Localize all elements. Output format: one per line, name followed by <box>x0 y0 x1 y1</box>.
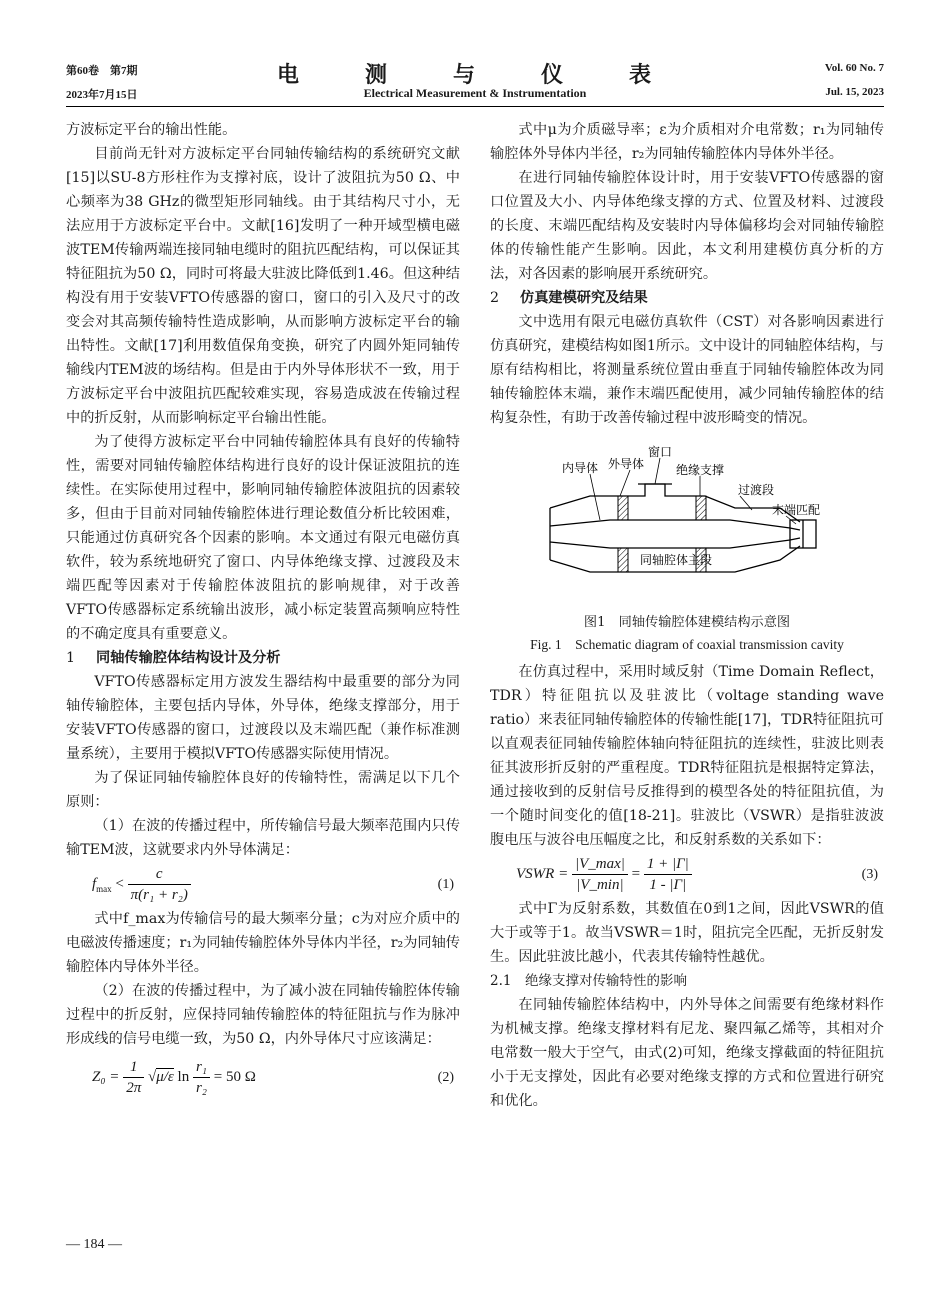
eq3-fraction-2 <box>644 854 692 895</box>
eq3-number: (3) <box>861 866 878 882</box>
right-column <box>490 118 884 1113</box>
label-inner-conductor: 内导体 <box>562 461 599 475</box>
coaxial-cavity-diagram <box>490 436 884 612</box>
eq3-f1-denominator: |V_min| <box>576 877 624 893</box>
eq2-fraction-2 <box>193 1057 210 1098</box>
paragraph: 式中Γ为反射系数，其数值在0到1之间，因此VSWR的值大于或等于1。故当VSWR＝1时，阻抗完全匹配，无折反射发生。因此驻波比越小，代表其传输特性越优。 <box>490 901 884 965</box>
paragraph: 为了使得方波标定平台中同轴传输腔体具有良好的传输特性，需要对同轴传输腔体结构进行良好的设计保证波阻抗的连续性。在实际使用过程中，影响同轴传输腔体波阻抗的因素较多，但由于目前对同轴传输腔体进行理论数值分析比较困难，只能通过仿真研究各个因素的影响。本文通过有限元电磁仿真软件，较为系统地研究了窗口、内导体绝缘支撑、过渡段及末端匹配等因素对于传输腔体波阻抗的影响规律，对于改善VFTO传感器标定系统输出波形，减小标定装置高频响应特性的不确定度具有重要意义。 <box>66 434 460 642</box>
eq1-fraction <box>128 864 191 905</box>
header-rule <box>66 106 884 107</box>
section-title: 同轴传输腔体结构设计及分析 <box>96 650 281 666</box>
figure-caption-en: Fig. 1 Schematic diagram of coaxial transmission cavity <box>530 637 844 652</box>
equation-3 <box>490 854 884 895</box>
eq3-lhs: VSWR = <box>516 865 569 882</box>
support-hatch <box>618 548 628 572</box>
leader-window <box>655 458 660 484</box>
paragraph: VFTO传感器标定用方波发生器结构中最重要的部分为同轴传输腔体，主要包括内导体，外导体，绝缘支撑部分，用于安装VFTO传感器的窗口，过渡段以及末端匹配（兼作标准测量系统），主要用于模拟VFTO传感器实际使用情况。 <box>66 674 460 762</box>
paragraph: 式中μ为介质磁导率；ε为介质相对介电常数；r₁为同轴传输腔体外导体内半径，r₂为同轴传输腔体内导体外半径。 <box>490 122 884 162</box>
inner-conductor-bottom <box>550 538 800 548</box>
equation-2 <box>66 1057 460 1098</box>
section-number: 2 <box>490 290 500 306</box>
eq2-number: (2) <box>437 1069 454 1085</box>
paragraph: （1）在波的传播过程中，所传输信号最大频率范围内只传输TEM波，这就要求内外导体满足： <box>66 818 460 858</box>
volume-issue-cn: 第60卷 第7期 <box>66 65 138 77</box>
label-main-section: 同轴腔体主段 <box>640 553 713 567</box>
label-termination: 末端匹配 <box>772 503 821 517</box>
journal-title-en: Electrical Measurement & Instrumentation <box>363 86 587 100</box>
paragraph: 在同轴传输腔体结构中，内外导体之间需要有绝缘材料作为机械支撑。绝缘支撑材料有尼龙、聚四氟乙烯等，其相对介电常数一般大于空气，由式(2)可知，绝缘支撑截面的特征阻抗小于无支撑处，因此有必要对绝缘支撑的方式和位置进行研究和优化。 <box>490 997 884 1109</box>
paragraph: 目前尚无针对方波标定平台同轴传输结构的系统研究文献[15]以SU-8方形柱作为支撑衬底，设计了波阻抗为50 Ω、中心频率为38 GHz的微型矩形同轴线。由于其结构尺寸小，无法应用于方波标定平台中。文献[16]发明了一种开域型横电磁波TEM传输两端连接同轴电缆时的阻抗匹配结构，可以保证其特征阻抗为50 Ω，同时可将最大驻波比降低到1.46。但这种结构没有用于安装VFTO传感器的窗口，窗口的引入及尺寸的改变会对其高频传输特性造成影响，从而影响方波标定平台的输出特性。文献[17]利用数值保角变换，研究了内圆外矩同轴传输线内TEM波的场结构。但是由于内外导体形状不一致，用于方波标定平台中波阻抗匹配较难实现，容易造成波在传输过程中的折反射，从而影响标定平台输出性能。 <box>66 146 460 426</box>
eq2-f2-numerator: r₁ <box>193 1057 210 1078</box>
journal-title-cn: 电 测 与 仪 表 <box>276 62 673 88</box>
eq2-rhs: = 50 Ω <box>213 1068 256 1085</box>
eq2-f2-denominator: r₂ <box>195 1080 208 1096</box>
paragraph: 为了保证同轴传输腔体良好的传输特性，需满足以下几个原则： <box>66 770 460 810</box>
figure-1 <box>490 436 884 612</box>
eq2-f1-denominator: 2π <box>126 1080 142 1096</box>
left-column <box>66 118 460 1100</box>
date-en: Jul. 15, 2023 <box>825 86 884 98</box>
label-outer-conductor: 外导体 <box>608 457 645 471</box>
equation-1 <box>66 864 460 905</box>
label-window: 窗口 <box>648 445 673 459</box>
paragraph: 式中f_max为传输信号的最大频率分量；c为对应介质中的电磁波传播速度；r₁为同轴传输腔体外导体内半径，r₂为同轴传输腔体内导体外半径。 <box>66 911 460 975</box>
section-heading-2 <box>490 286 884 310</box>
eq2-lhs: Z₀ = <box>92 1068 120 1085</box>
eq1-denominator: π(r₁ + r₂) <box>130 887 188 903</box>
paragraph: （2）在波的传播过程中，为了减小波在同轴传输腔体传输过程中的折反射，应保持同轴传输腔体的特征阻抗与作为脉冲形成线的信号电缆一致，为50 Ω，内外导体尺寸应该满足： <box>66 983 460 1047</box>
paragraph: 在进行同轴传输腔体设计时，用于安装VFTO传感器的窗口位置及大小、内导体绝缘支撑的方式、位置及材料、过渡段的长度、末端匹配结构及安装时内导体偏移均会对同轴传输腔体的传输性能产生影响。因此，本文利用建模仿真分析的方法，对各因素的影响展开系统研究。 <box>490 170 884 282</box>
subsection-heading-2-1: 2.1 绝缘支撑对传输特性的影响 <box>490 973 687 989</box>
eq3-fraction-1 <box>572 854 628 895</box>
eq1-number: (1) <box>437 876 454 892</box>
eq1-lhs-sub: max <box>96 883 112 894</box>
eq2-fraction-1 <box>123 1057 144 1098</box>
eq3-equals: = <box>631 865 641 882</box>
volume-issue-en: Vol. 60 No. 7 <box>824 62 884 74</box>
eq2-ln: ln <box>177 1068 190 1085</box>
paragraph: 在仿真过程中，采用时域反射（Time Domain Reflect，TDR）特征阻抗以及驻波比（voltage standing wave ratio）来表征同轴传输腔体的传输性能[17]，TDR特征阻抗可以直观表征同轴传输腔体轴向特征阻抗的连续性，驻波比则表征其波形折反射的严重程度。TDR特征阻抗是根据特定算法，通过接收到的反射信号反推得到的模型各处的特征阻抗值，为一个随时间变化的值[18-21]。驻波比（VSWR）是指驻波波腹电压与波谷电压幅度之比，和反射系数的关系如下： <box>490 664 884 848</box>
label-support: 绝缘支撑 <box>676 463 725 477</box>
label-transition: 过渡段 <box>738 483 775 497</box>
section-title: 仿真建模研究及结果 <box>520 290 648 306</box>
eq1-numerator: c <box>128 864 191 885</box>
paragraph: 文中选用有限元电磁仿真软件（CST）对各影响因素进行仿真研究，建模结构如图1所示。文中设计的同轴腔体结构，与原有结构相比，将测量系统位置由垂直于同轴传输腔体改为同轴传输腔体末端，兼作末端匹配使用，减少同轴传输腔体的结构复杂性，有助于改善传输过程中波形畸变的情况。 <box>490 314 884 426</box>
eq3-f1-numerator: |V_max| <box>572 854 628 875</box>
sqrt-symbol: √ <box>147 1068 157 1085</box>
eq3-f2-denominator: 1 - |Γ| <box>649 877 687 893</box>
section-heading-1 <box>66 646 460 670</box>
eq1-op: < <box>115 875 124 892</box>
eq1-lhs: f <box>92 875 97 892</box>
figure-caption-cn: 图1 同轴传输腔体建模结构示意图 <box>583 615 791 630</box>
leader-outer <box>620 470 630 496</box>
support-hatch <box>618 496 628 520</box>
eq2-f1-numerator: 1 <box>123 1057 144 1078</box>
paragraph: 方波标定平台的输出性能。 <box>66 122 237 138</box>
eq2-sqrt-arg: μ/ε <box>156 1068 174 1085</box>
date-cn: 2023年7月15日 <box>66 89 138 101</box>
page-number: — 184 — <box>66 1237 122 1252</box>
section-number: 1 <box>66 650 76 666</box>
leader-inner <box>590 474 600 520</box>
inner-conductor-top <box>550 520 800 530</box>
eq3-f2-numerator: 1 + |Γ| <box>644 854 692 875</box>
support-hatch <box>696 496 706 520</box>
